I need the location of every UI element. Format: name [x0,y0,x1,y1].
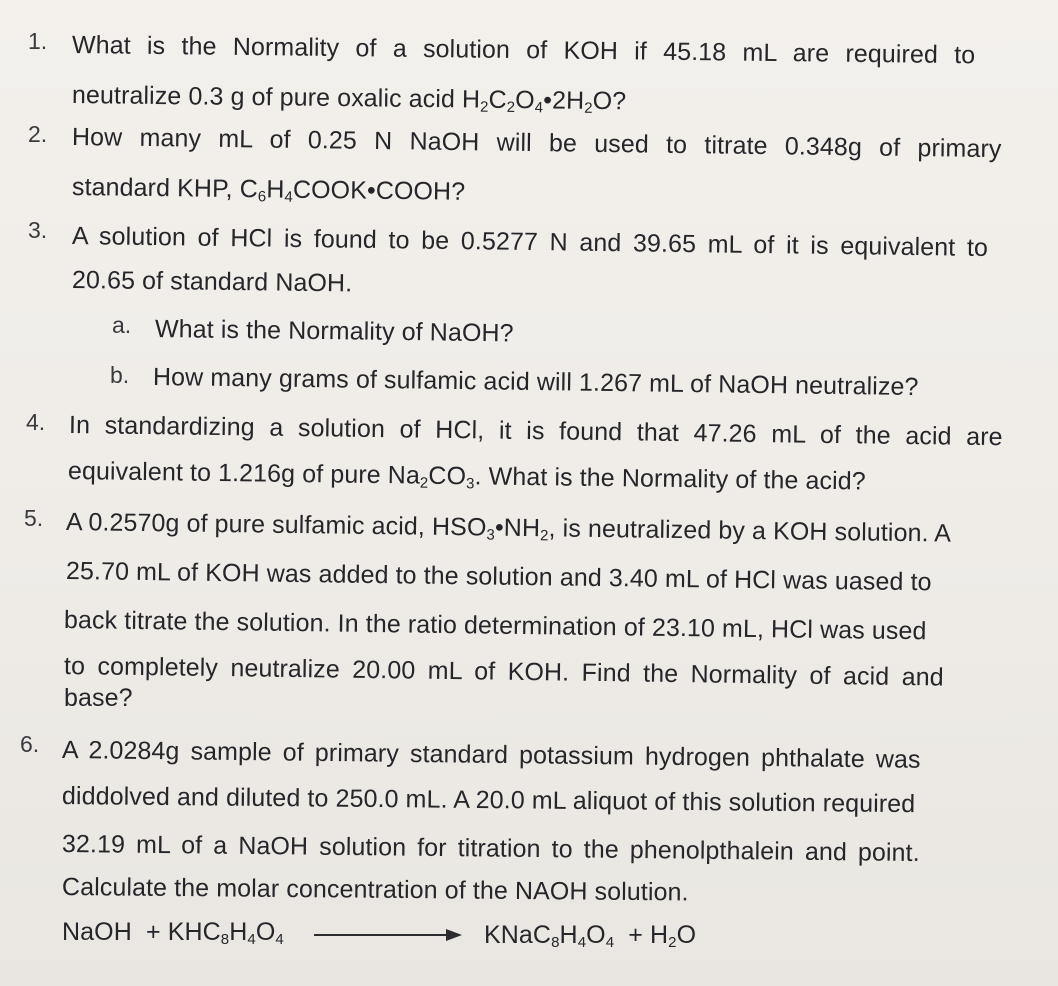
question-text: standard KHP, [71,173,233,203]
question-number: 6. [20,731,40,757]
question-2-line-1 [72,122,1002,164]
equation-reactants: NaOH + $KHC_8H_4O_4$ [62,918,284,948]
question-3b-text: How many grams of sulfamic acid will 1.267 mL of NaOH neutralize? [152,363,919,402]
question-2-line-2 [72,172,466,207]
question-number: 3. [28,217,48,243]
question-6-line-1 [62,735,921,775]
question-text: 20.65 of standard NaOH. [71,266,353,298]
sodium-carbonate-formula: $Na_2CO_3$ [387,461,475,493]
question-5-line-3 [66,556,932,597]
question-text: What is the Normality of a solution of KOH if 45.18 mL are required to [71,31,976,70]
question-text: A 2.0284g sample of primary standard potassium hydrogen phthalate was [61,736,921,774]
question-1-line-2 [72,80,627,116]
question-text: . What is the Normality of the acid? [474,462,866,496]
question-number: 1. [28,28,48,54]
question-number: 2. [28,121,48,147]
question-6-line-2 [62,781,916,819]
question-text: equivalent to 1.216g of pure [67,457,381,490]
sulfamic-acid-formula: $HSO_3•NH_2$ [431,512,549,545]
right-arrow-icon [314,925,462,945]
sub-question-letter: b. [110,362,130,388]
question-text: to completely neutralize 20.00 mL of KOH. Find the Normality of acid and [63,652,944,692]
question-text: A solution of HCl is found to be 0.5277 N and 39.65 mL of it is equivalent to [71,222,989,262]
question-5-line-5 [64,651,944,693]
question-1-line-1-words [72,30,1027,71]
question-text: In standardizing a solution of HCl, it is found that 47.26 mL of the acid are [68,411,1003,452]
question-4-line-1 [69,410,1003,452]
question-text: 25.70 mL of KOH was added to the solution and 3.40 mL of HCl was uased to [65,557,932,597]
question-text: 32.19 mL of a NaOH solution for titration to the phenolpthalein and point. [61,830,920,867]
question-1-line-1 [72,30,1027,71]
sub-question-letter: a. [112,312,132,338]
question-text: How many mL of 0.25 N NaOH will be used to titrate 0.348g of primary [71,123,1002,164]
question-4-line-2 [68,456,866,496]
question-text: Calculate the molar concentration of the NAOH solution. [61,873,689,907]
khp-formula: $C_6H_4COOK•COOH$? [239,175,466,206]
question-3-line-1 [72,221,988,263]
question-text: diddolved and diluted to 250.0 mL. A 20.0 mL aliquot of this solution required [61,782,916,819]
question-5-line-4 [64,605,927,646]
question-3-line-2 [72,265,353,298]
question-5-line-6 [64,683,133,713]
question-text: neutralize 0.3 g of pure oxalic acid [71,81,456,114]
question-number: 5. [24,505,44,531]
equation-products: $KNaC_8H_4O_4 + H_2O$ [484,921,697,951]
question-6-line-3 [62,829,920,868]
question-text: A 0.2570g of pure sulfamic acid, [65,508,426,541]
question-text: back titrate the solution. In the ratio determination of 23.10 mL, HCl was used [63,606,927,646]
question-5-line-1 [66,507,951,549]
oxalic-acid-formula: $H_2C_2O_4•2H_2O$? [461,85,627,117]
question-text: base? [64,684,133,712]
question-text: , is neutralized by a KOH solution. A [548,514,952,548]
question-3a-text: What is the Normality of NaOH? [154,315,514,348]
question-6-line-4 [62,872,689,907]
question-number: 4. [26,409,46,435]
